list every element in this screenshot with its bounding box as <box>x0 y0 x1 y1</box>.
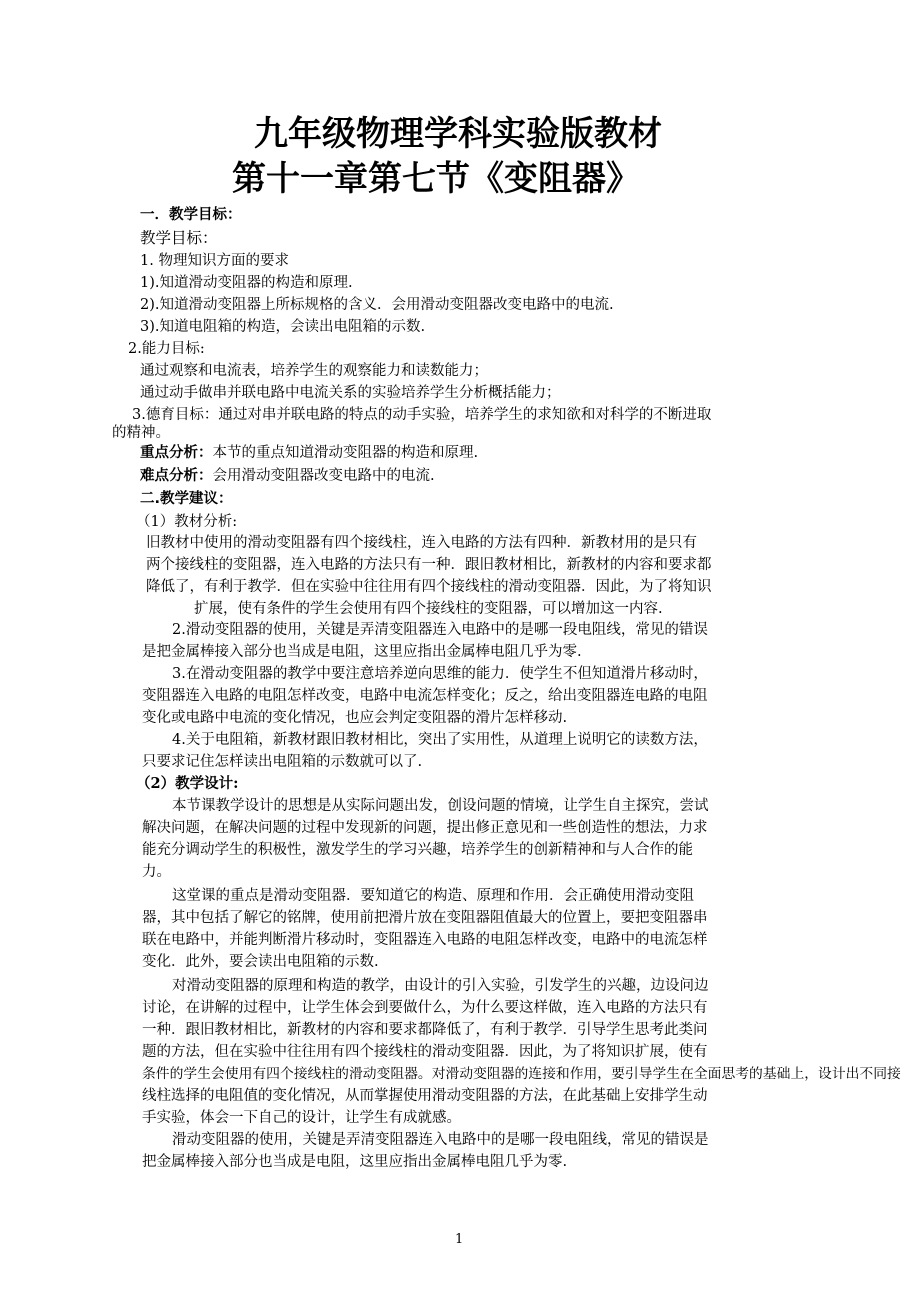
analysis-p2-line: 2.滑动变阻器的使用，关键是弄清变阻器连入电路中的是哪一段电阻线，常见的错误 <box>172 622 708 638</box>
design-p2-line: 变化．此外，要会读出电阻箱的示数. <box>142 954 379 970</box>
analysis-p3-line: 变化或电路中电流的变化情况，也应会判定变阻器的滑片怎样移动. <box>142 710 568 726</box>
page-number: 1 <box>455 1232 464 1247</box>
design-p2-line: 这堂课的重点是滑动变阻器．要知道它的构造、原理和作用．会正确使用滑动变阻 <box>172 888 694 904</box>
goal-3-line1: 3.德育目标：通过对串并联电路的特点的动手实验，培养学生的求知欲和对科学的不断进取 <box>132 407 712 423</box>
analysis-p3-line: 3.在滑动变阻器的教学中要注意培养逆向思维的能力．使学生不但知道滑片移动时， <box>172 666 708 682</box>
textbook-analysis-heading: （1）教材分析: <box>136 514 238 530</box>
analysis-p1-line: 降低了，有利于教学．但在实验中往往用有四个接线柱的滑动变阻器．因此，为了将知识 <box>146 579 712 595</box>
doc-title-line2: 第十一章第七节《变阻器》 <box>232 159 640 199</box>
design-p3-line: 对滑动变阻器的原理和构造的教学，由设计的引入实验，引发学生的兴趣，边设问边 <box>172 978 709 994</box>
design-p1-line: 力。 <box>142 864 171 880</box>
design-p1-line: 解决问题，在解决问题的过程中发现新的问题，提出修正意见和一些创造性的想法，力求 <box>142 820 708 836</box>
analysis-p4-line: 4.关于电阻箱，新教材跟旧教材相比，突出了实用性，从道理上说明它的读数方法， <box>172 732 708 748</box>
difficulty-label: 难点分析： <box>140 468 213 484</box>
analysis-p3-line: 变阻器连入电路的电阻怎样改变，电路中电流怎样变化；反之，给出变阻器连电路的电阻 <box>142 688 708 704</box>
analysis-p4-line: 只要求记住怎样读出电阻箱的示数就可以了. <box>142 754 423 770</box>
key-point-label: 重点分析： <box>140 445 213 461</box>
design-p4-line: 把金属棒接入部分也当成是电阻，这里应指出金属棒电阻几乎为零. <box>142 1154 568 1170</box>
design-p3-line: 题的方法，但在实验中往往用有四个接线柱的滑动变阻器．因此，为了将知识扩展，使有 <box>142 1044 708 1060</box>
analysis-p1-line: 旧教材中使用的滑动变阻器有四个接线柱，连入电路的方法有四种．新教材用的是只有 <box>146 535 697 551</box>
goal-2-2: 通过动手做串并联电路中电流关系的实验培养学生分析概括能力； <box>140 385 561 401</box>
analysis-p1-line: 扩展，使有条件的学生会使用有四个接线柱的变阻器，可以增加这一内容. <box>194 601 663 617</box>
key-point-text: 本节的重点知道滑动变阻器的构造和原理. <box>212 445 479 461</box>
design-p2-line: 联在电路中，并能判断滑片移动时，变阻器连入电路的电阻怎样改变，电路中的电流怎样 <box>142 932 708 948</box>
doc-title-line1: 九年级物理学科实验版教材 <box>254 114 662 154</box>
design-p3-line: 条件的学生会使用有四个接线柱的滑动变阻器。对滑动变阻器的连接和作用，要引导学生在全面思考的基础上，设计出不同接 <box>142 1066 901 1082</box>
design-p1-line: 本节课教学设计的思想是从实际问题出发，创设问题的情境，让学生自主探究，尝试 <box>172 798 709 814</box>
goal-1-3: 3).知道电阻箱的构造，会读出电阻箱的示数. <box>140 319 426 335</box>
design-p3-line: 线柱选择的电阻值的变化情况，从而掌握使用滑动变阻器的方法，在此基础上安排学生动 <box>142 1088 708 1104</box>
goal-3-line2: 的精神。 <box>112 425 170 441</box>
analysis-p1-line: 两个接线柱的变阻器，连入电路的方法只有一种．跟旧教材相比，新教材的内容和要求都 <box>146 557 712 573</box>
difficulty-row <box>140 466 435 486</box>
section2-heading: 二.教学建议： <box>140 491 233 507</box>
teaching-design-heading <box>136 774 238 794</box>
design-p3-line: 讨论，在讲解的过程中，让学生体会到要做什么，为什么要这样做，连入电路的方法只有 <box>142 1000 708 1016</box>
design-p1-line: 能充分调动学生的积极性，激发学生的学习兴趣，培养学生的创新精神和与人合作的能 <box>142 842 693 858</box>
analysis-p2-line: 是把金属棒接入部分也当成是电阻，这里应指出金属棒电阻几乎为零. <box>142 644 582 660</box>
key-point-row <box>140 443 478 463</box>
difficulty-text: 会用滑动变阻器改变电路中的电流. <box>212 468 435 484</box>
design-p2-line: 器，其中包括了解它的铭牌，使用前把滑片放在变阻器阻值最大的位置上，要把变阻器串 <box>142 910 708 926</box>
goal-1-title: 1. 物理知识方面的要求 <box>140 253 289 269</box>
section1-heading: 一．教学目标： <box>140 207 242 223</box>
teaching-design-label: （2）教学设计: <box>136 775 239 792</box>
goal-2-1: 通过观察和电流表，培养学生的观察能力和读数能力； <box>140 363 488 379</box>
goal-2-title: 2.能力目标: <box>128 341 205 357</box>
goal-1-2: 2).知道滑动变阻器上所标规格的含义．会用滑动变阻器改变电路中的电流. <box>140 297 614 313</box>
goal-1-1: 1).知道滑动变阻器的构造和原理. <box>140 275 353 291</box>
design-p3-line: 手实验，体会一下自己的设计，让学生有成就感。 <box>142 1110 461 1126</box>
design-p3-line: 一种．跟旧教材相比，新教材的内容和要求都降低了，有利于教学．引导学生思考此类问 <box>142 1022 708 1038</box>
design-p4-line: 滑动变阻器的使用，关键是弄清变阻器连入电路中的是哪一段电阻线，常见的错误是 <box>172 1132 709 1148</box>
goals-subheading: 教学目标： <box>140 229 218 247</box>
